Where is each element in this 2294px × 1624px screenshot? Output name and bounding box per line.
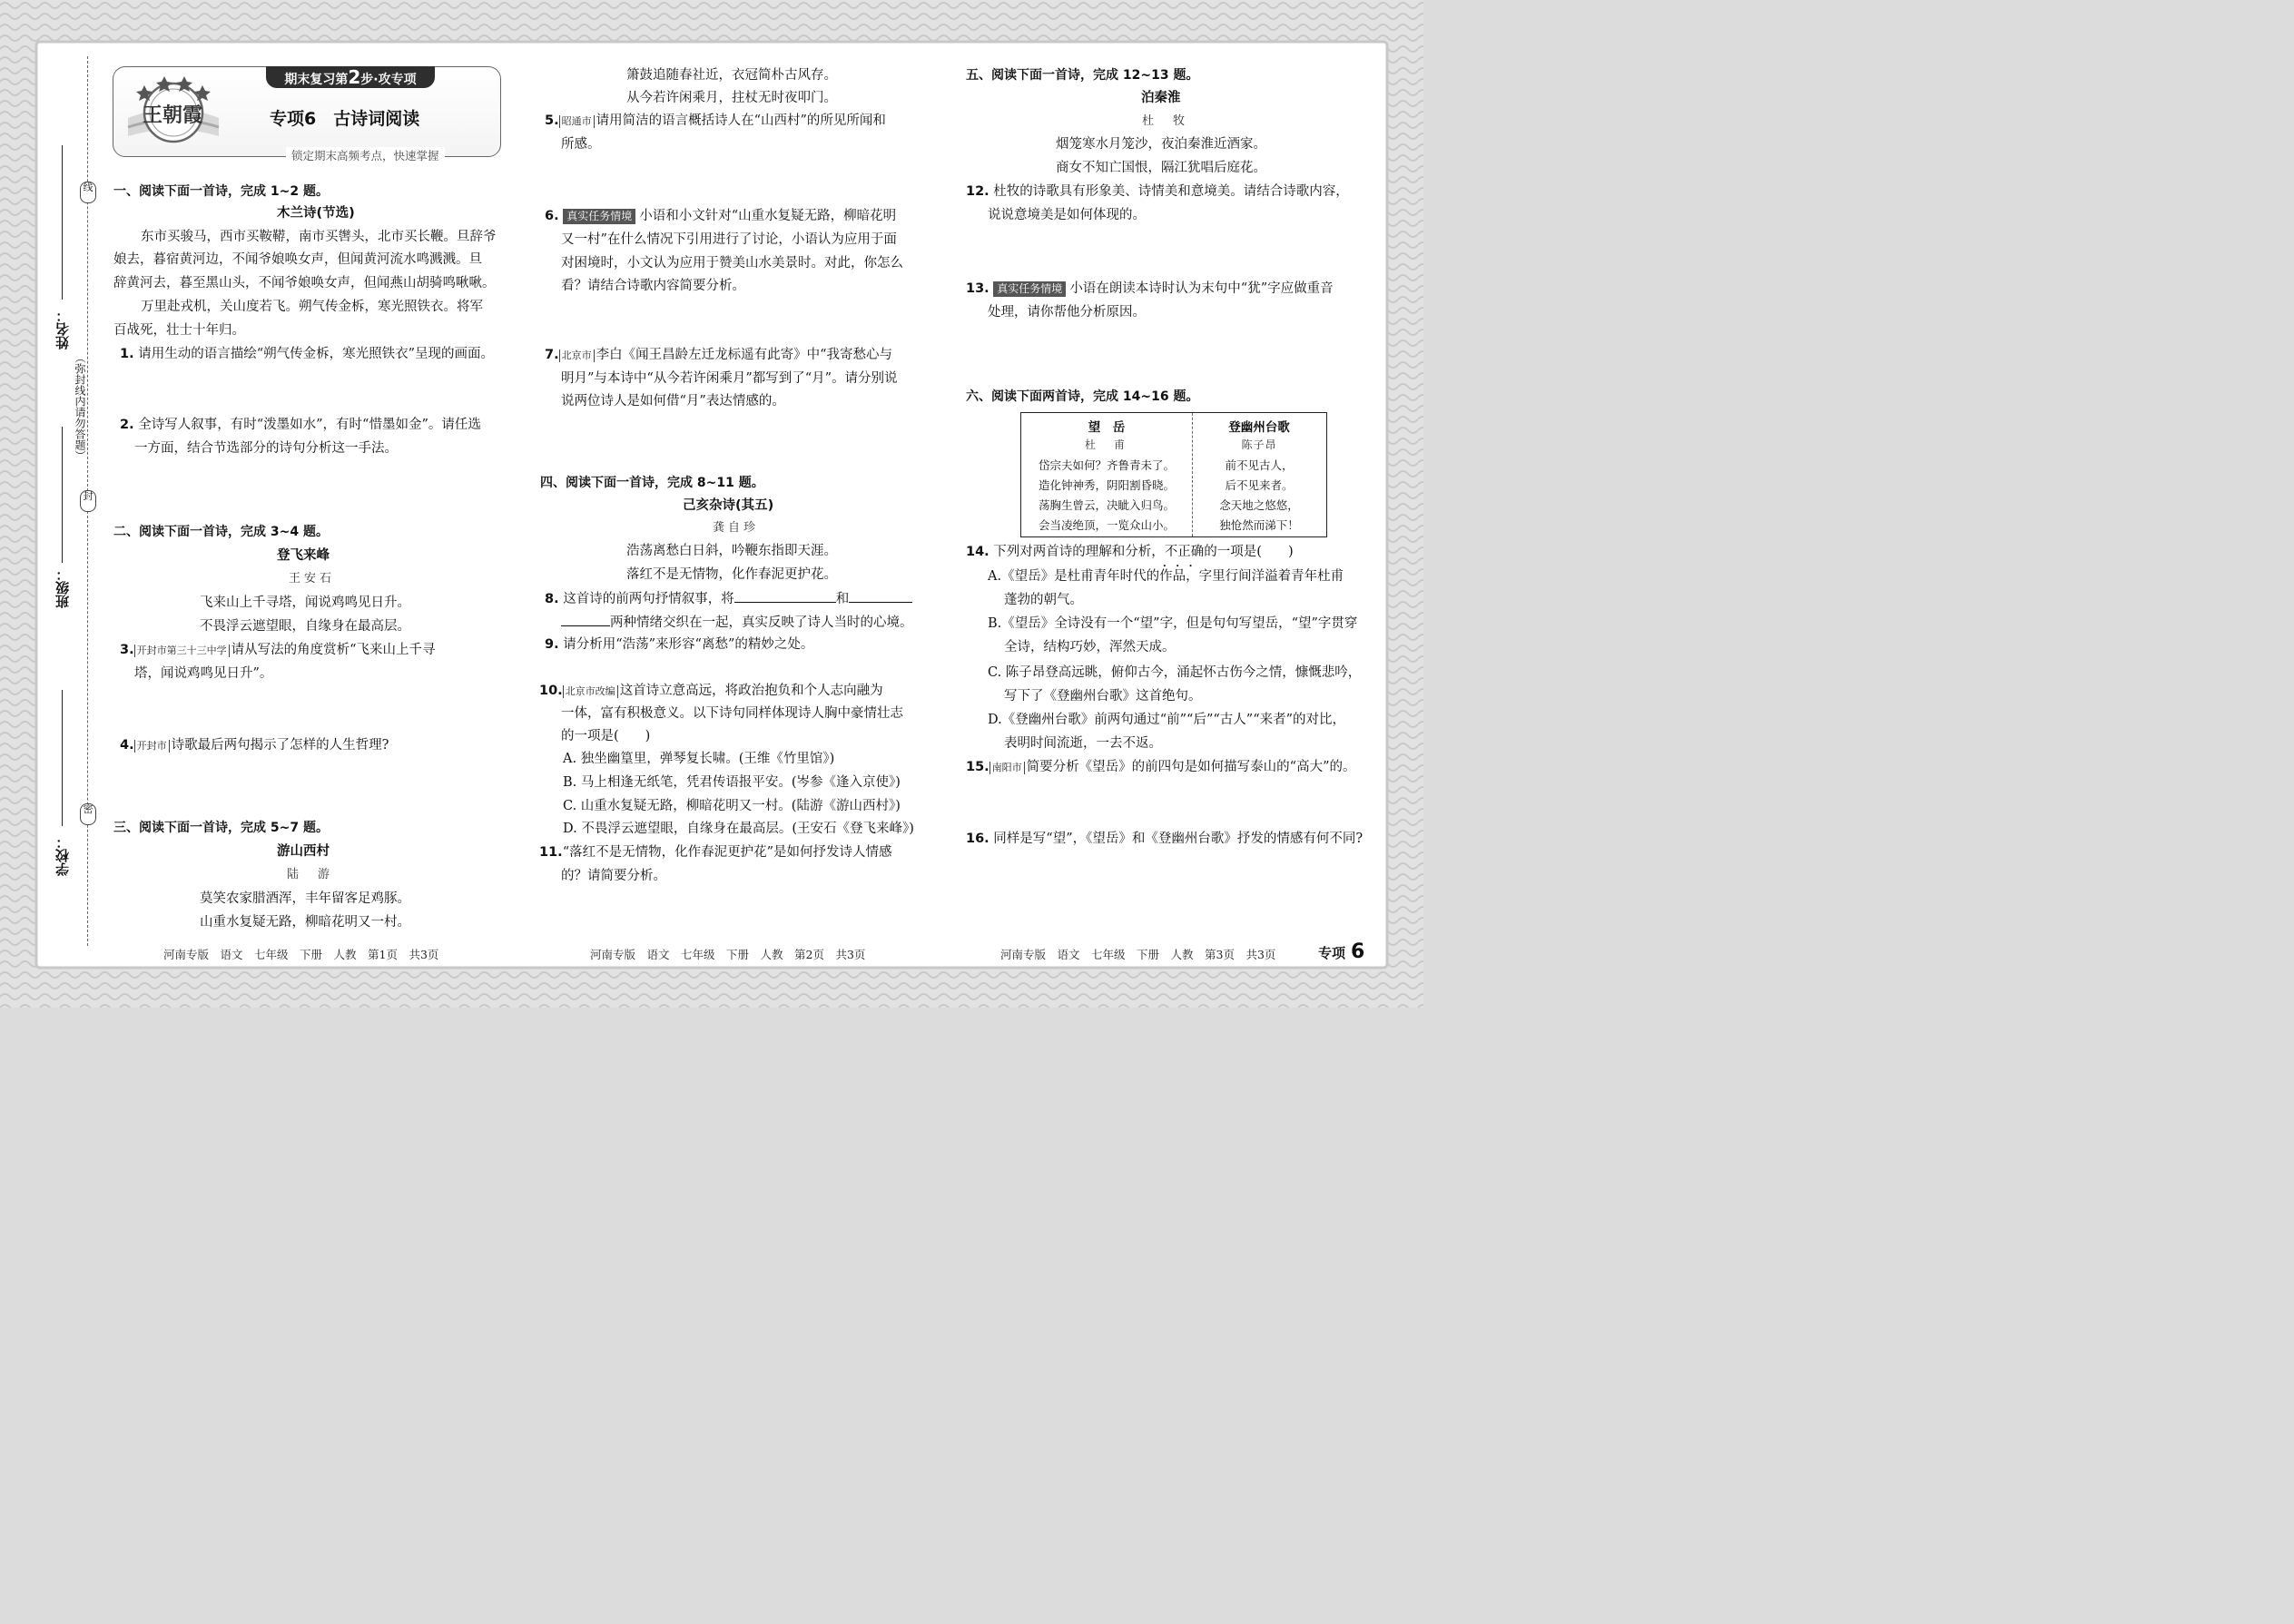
question-number: 15. <box>966 760 989 774</box>
question-number: 2. <box>120 418 134 432</box>
poem-line: 会当凌绝顶，一览众山小。 <box>1038 518 1175 532</box>
question-5 <box>545 112 886 130</box>
question-7 <box>545 346 892 364</box>
option-b-cont: 全诗，结构巧妙，浑然天成。 <box>1004 640 1176 655</box>
section-3-heading: 三、阅读下面一首诗，完成 5~7 题。 <box>113 821 329 835</box>
class-label: 班级： <box>54 567 71 608</box>
source-tag: 开封市 <box>134 740 170 753</box>
answer-area-12[interactable] <box>966 227 1365 277</box>
section-4-heading: 四、阅读下面一首诗，完成 8~11 题。 <box>540 476 764 490</box>
question-number: 12. <box>966 184 989 199</box>
question-text: 请从写法的角度赏析“飞来山上千寻 <box>231 643 436 657</box>
answer-area-15[interactable] <box>966 780 1365 825</box>
corner-label-text: 专项 <box>1318 945 1346 961</box>
poem-line: 娘去，暮宿黄河边，不闻爷娘唤女声，但闻黄河流水鸣溅溅。旦 <box>113 252 482 267</box>
section-5-heading: 五、阅读下面一首诗，完成 12~13 题。 <box>966 68 1199 83</box>
poem-line: 独怆然而涕下！ <box>1219 518 1299 532</box>
poem-author: 杜 甫 <box>1084 438 1128 451</box>
source-tag: 南阳市 <box>989 762 1025 774</box>
question-6-line: 对困境时，小文认为应用于赞美山水美景时。对此，你怎么 <box>561 256 903 271</box>
poem-line: 辞黄河去，暮至黑山头，不闻爷娘唤女声，但闻燕山胡骑鸣啾啾。 <box>113 276 496 290</box>
header-logo <box>124 73 222 151</box>
question-number: 6. <box>545 209 559 223</box>
source-tag: 昭通市 <box>559 115 595 128</box>
question-1 <box>120 345 494 363</box>
poem-line: 造化钟神秀，阴阳割昏晓。 <box>1038 478 1175 492</box>
question-8 <box>545 589 912 608</box>
question-10-line: 的一项是( ) <box>561 729 651 743</box>
question-3-line: 塔，闻说鸡鸣见日升”。 <box>134 666 273 681</box>
source-tag: 北京市 <box>559 349 595 362</box>
question-2-line: 一方面，结合节选部分的诗句分析这一手法。 <box>134 441 398 456</box>
option-c[interactable]: C. 山重水复疑无路，柳暗花明又一村。(陆游《游山西村》) <box>563 799 901 813</box>
emphasis-text: 不正确 • • • <box>1165 545 1205 559</box>
school-field[interactable] <box>62 690 63 826</box>
poem-line: 山重水复疑无路，柳暗花明又一村。 <box>200 915 410 930</box>
poem-line: 烟笼寒水月笼沙，夜泊秦淮近酒家。 <box>1056 137 1266 152</box>
answer-area-16[interactable] <box>966 851 1365 935</box>
question-text: 这首诗的前两句抒情叙事，将 <box>563 592 734 606</box>
answer-area-4[interactable] <box>120 758 497 812</box>
question-12-line: 说说意境美是如何体现的。 <box>988 208 1146 222</box>
poem-line: 东市买骏马，西市买鞍鞯，南市买辔头，北市买长鞭。旦辞爷 <box>141 230 497 244</box>
banner-post: 步·攻专项 <box>360 73 417 87</box>
binding-char-seal: 封 <box>80 490 96 512</box>
question-10 <box>539 682 883 700</box>
question-number: 3. <box>120 643 134 657</box>
question-number: 14. <box>966 545 989 559</box>
poem-author: 杜 牧 <box>1142 114 1189 128</box>
poem-title-boqinhuai: 泊秦淮 <box>1141 91 1181 105</box>
poem-line: 浩荡离愁白日斜，吟鞭东指即天涯。 <box>626 544 837 558</box>
question-text: 全诗写人叙事，有时“泼墨如水”，有时“惜墨如金”。请任选 <box>138 418 481 432</box>
poem-title-wangyue: 望 岳 <box>1088 420 1126 435</box>
poem-title-jihai: 己亥杂诗(其五) <box>683 498 774 513</box>
poem-title-feilaifeng: 登飞来峰 <box>277 548 330 563</box>
page-footer-1: 河南专版 语文 七年级 下册 人教 第1页 共3页 <box>163 948 439 961</box>
question-13 <box>966 280 1334 298</box>
poem-comparison-table <box>1020 412 1327 537</box>
question-text: 诗歌最后两句揭示了怎样的人生哲理? <box>171 738 389 753</box>
poem-author: 龚自珍 <box>713 521 760 535</box>
banner-num: 2 <box>348 66 361 88</box>
question-text: 请分析用“浩荡”来形容“离愁”的精妙之处。 <box>563 637 814 652</box>
logo-text: 王朝霞 <box>143 103 203 127</box>
question-text: 简要分析《望岳》的前四句是如何描写泰山的“高大”的。 <box>1026 760 1356 774</box>
option-a[interactable]: A.《望岳》是杜甫青年时代的作品，字里行间洋溢着青年杜甫 <box>988 569 1344 584</box>
poem-title-youshanxicun: 游山西村 <box>277 844 330 859</box>
poem-title-mulan: 木兰诗(节选) <box>277 206 355 221</box>
answer-area-3[interactable] <box>120 686 497 733</box>
question-6-line: 看？请结合诗歌内容简要分析。 <box>561 279 745 293</box>
poem-line: 前不见古人， <box>1225 458 1294 472</box>
answer-area-13[interactable] <box>966 325 1365 383</box>
poem-line: 万里赴戎机，关山度若飞。朔气传金柝，寒光照铁衣。将军 <box>141 300 483 314</box>
header-box <box>113 66 501 162</box>
question-2 <box>120 416 481 434</box>
poem-line: 莫笑农家腊酒浑，丰年留客足鸡豚。 <box>200 891 410 906</box>
question-14 <box>966 543 1294 561</box>
question-text: 和 <box>835 592 850 606</box>
corner-label-number: 6 <box>1351 940 1365 963</box>
option-d[interactable]: D. 不畏浮云遮望眼，自缘身在最高层。(王安石《登飞来峰》) <box>563 822 914 836</box>
binding-notice: （弥封线内请勿答题） <box>74 352 86 461</box>
question-text: 这首诗立意高远，将政治抱负和个人志向融为 <box>619 684 883 698</box>
question-13-line: 处理，请你帮他分析原因。 <box>988 305 1146 320</box>
section-1-heading: 一、阅读下面一首诗，完成 1~2 题。 <box>113 184 329 199</box>
question-3 <box>120 641 436 659</box>
poem-line: 飞来山上千寻塔，闻说鸡鸣见日升。 <box>200 595 410 610</box>
section-6-heading: 六、阅读下面两首诗，完成 14~16 题。 <box>966 389 1199 404</box>
binding-char-line: 线 <box>80 182 96 203</box>
fill-blank-1[interactable] <box>734 589 836 603</box>
corner-label <box>1318 940 1364 963</box>
poem-line: 百战死，壮士十年归。 <box>113 323 245 338</box>
question-text: 两种情绪交织在一起，真实反映了诗人当时的心境。 <box>610 615 913 630</box>
poem-author: 陈子昂 <box>1241 438 1277 451</box>
question-text: 小语在朗读本诗时认为末句中“犹”字应做重音 <box>1069 281 1334 296</box>
answer-area-9[interactable] <box>545 657 926 679</box>
option-b[interactable]: B. 马上相逢无纸笔，凭君传语报平安。(岑参《逢入京使》) <box>563 775 901 790</box>
answer-area-2[interactable] <box>120 461 497 521</box>
question-text: 的一项是( ) <box>1204 545 1294 559</box>
question-4 <box>120 736 389 754</box>
poem-line: 商女不知亡国恨，隔江犹唱后庭花。 <box>1056 161 1266 175</box>
banner <box>266 66 435 88</box>
poem-title-dengyouzhou: 登幽州台歌 <box>1228 420 1290 435</box>
name-field[interactable] <box>62 145 63 300</box>
option-c[interactable]: C. 陈子昂登高远眺，俯仰古今，涌起怀古伤今之情，慷慨悲吟， <box>988 665 1362 680</box>
question-16 <box>966 830 1363 848</box>
question-number: 8. <box>545 592 559 606</box>
school-label: 学校： <box>54 835 71 876</box>
poem-line: 箫鼓追随春社近，衣冠简朴古风存。 <box>626 68 837 83</box>
answer-area-6[interactable] <box>545 298 926 341</box>
question-9 <box>545 635 813 654</box>
question-text: 下列对两首诗的理解和分析， <box>993 545 1165 559</box>
banner-pre: 期末复习第 <box>284 73 349 87</box>
name-label: 姓名： <box>54 309 71 349</box>
question-7-line: 说两位诗人是如何借“月”表达情感的。 <box>561 394 785 408</box>
poem-line: 岱宗夫如何？齐鲁青未了。 <box>1038 458 1175 472</box>
option-a[interactable]: A. 独坐幽篁里，弹琴复长啸。(王维《竹里馆》) <box>563 752 835 766</box>
scenario-tag: 真实任务情境 <box>993 281 1066 297</box>
page-footer-3: 河南专版 语文 七年级 下册 人教 第3页 共3页 <box>1000 948 1276 961</box>
question-number: 9. <box>545 637 559 652</box>
poem-line: 从今若许闲乘月，拄杖无时夜叩门。 <box>626 91 837 105</box>
question-text: 请用生动的语言描绘“朔气传金柝，寒光照铁衣”呈现的画面。 <box>138 347 495 361</box>
scenario-tag: 真实任务情境 <box>563 209 635 224</box>
question-number: 5. <box>545 113 559 128</box>
question-number: 10. <box>539 684 563 698</box>
question-text: 请用简洁的语言概括诗人在“山西村”的所见所闻和 <box>596 113 886 128</box>
question-6-line: 又一村”在什么情况下引用进行了讨论，小语认为应用于面 <box>561 232 897 247</box>
question-5-line: 所感。 <box>561 137 601 152</box>
class-field[interactable] <box>62 427 63 563</box>
page-footer-2: 河南专版 语文 七年级 下册 人教 第2页 共3页 <box>590 948 866 961</box>
binding-char-secret: 密 <box>80 803 96 825</box>
question-number: 1. <box>120 347 134 361</box>
poem-line: 不畏浮云遮望眼，自缘身在最高层。 <box>200 619 410 634</box>
source-tag: 北京市改编 <box>563 685 618 698</box>
fill-blank-2[interactable] <box>849 589 912 603</box>
question-number: 16. <box>966 832 989 846</box>
source-tag: 开封市第三十三中学 <box>134 645 230 657</box>
answer-area-1[interactable] <box>120 367 497 412</box>
question-number: 7. <box>545 348 559 362</box>
question-6 <box>545 207 896 225</box>
question-number: 13. <box>966 281 989 296</box>
question-7-line: 明月”与本诗中“从今若许闲乘月”都写到了“月”。请分别说 <box>561 371 898 386</box>
poem-line: 荡胸生曾云，决眦入归鸟。 <box>1038 498 1175 512</box>
poem-author: 王安石 <box>289 572 336 586</box>
question-text: 杜牧的诗歌具有形象美、诗情美和意境美。请结合诗歌内容， <box>993 184 1349 199</box>
question-11 <box>539 843 892 861</box>
answer-area-7[interactable] <box>545 414 926 468</box>
question-8-line <box>561 613 913 632</box>
slogan: 锁定期末高频考点，快速掌握 <box>286 147 445 163</box>
question-number: 4. <box>120 738 134 753</box>
question-text: 小语和小文针对“山重水复疑无路，柳暗花明 <box>639 209 897 223</box>
fill-blank-2-cont[interactable] <box>561 613 610 626</box>
option-d[interactable]: D.《登幽州台歌》前两句通过“前”“后”“古人”“来者”的对比， <box>988 713 1346 727</box>
question-15 <box>966 758 1356 776</box>
poem-line: 落红不是无情物，化作春泥更护花。 <box>626 567 837 582</box>
poem-line: 念天地之悠悠， <box>1219 498 1299 512</box>
option-a-cont: 蓬勃的朝气。 <box>1004 593 1083 607</box>
option-d-cont: 表明时间流逝，一去不返。 <box>1004 736 1162 751</box>
question-text: 李白《闻王昌龄左迁龙标遥有此寄》中“我寄愁心与 <box>596 348 893 362</box>
answer-area-5[interactable] <box>545 156 926 203</box>
poem-author: 陆 游 <box>287 868 334 881</box>
question-10-line: 一体，富有积极意义。以下诗句同样体现诗人胸中豪情壮志 <box>561 706 903 721</box>
option-c-cont: 写下了《登幽州台歌》这首绝句。 <box>1004 689 1202 704</box>
question-number: 11. <box>539 845 563 860</box>
answer-area-11[interactable] <box>545 888 926 938</box>
option-b[interactable]: B.《望岳》全诗没有一个“望”字，但是句句写望岳，“望”字贯穿 <box>988 616 1358 631</box>
topic-title: 专项6 古诗词阅读 <box>270 109 420 129</box>
poem-line: 后不见来者。 <box>1225 478 1294 492</box>
question-text: 同样是写“望”，《望岳》和《登幽州台歌》抒发的情感有何不同? <box>993 832 1364 846</box>
question-11-line: 的？请简要分析。 <box>561 869 666 883</box>
section-2-heading: 二、阅读下面一首诗，完成 3~4 题。 <box>113 525 329 539</box>
question-text: “落红不是无情物，化作春泥更护花”是如何抒发诗人情感 <box>562 845 892 860</box>
question-12 <box>966 182 1349 201</box>
